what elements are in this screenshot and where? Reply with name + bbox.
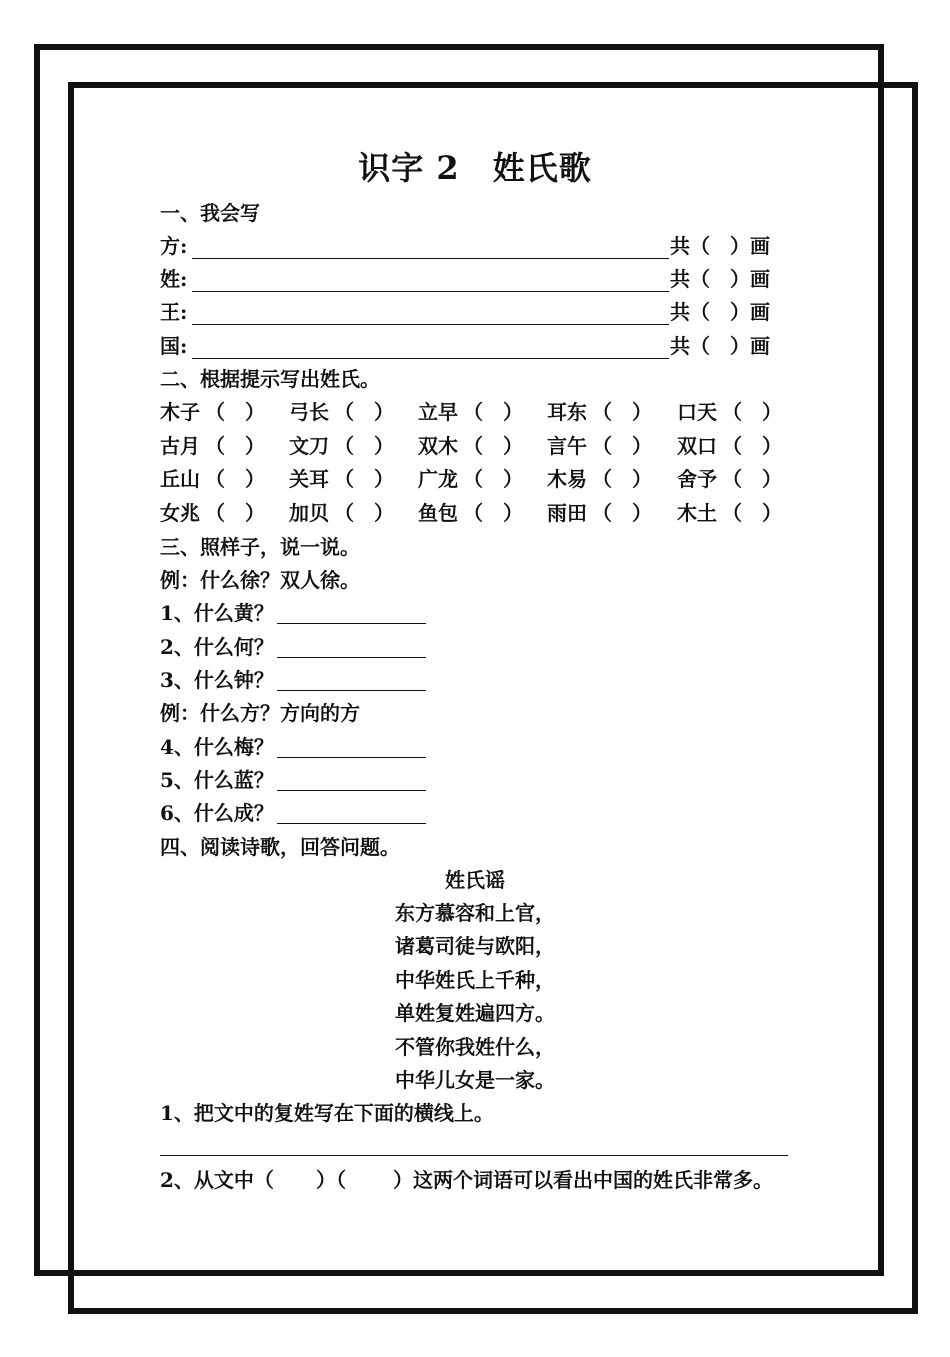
surname-hint: 立早	[418, 400, 458, 424]
surname-answer-blank[interactable]: （ ）	[592, 434, 652, 458]
worksheet-title: 识字 2 姓氏歌	[358, 149, 592, 187]
write-line[interactable]	[192, 291, 669, 292]
answer-line[interactable]	[277, 757, 426, 758]
write-line[interactable]	[192, 358, 669, 359]
poem-line: 不管你我姓什么，	[395, 1035, 555, 1059]
surname-hint: 木易	[547, 467, 587, 491]
stroke-count-label: 共（ ）画	[670, 300, 770, 324]
surname-hint: 古月	[160, 434, 200, 458]
surname-answer-blank[interactable]: （ ）	[334, 501, 394, 525]
answer-line[interactable]	[277, 623, 426, 624]
section1-heading: 一、我会写	[160, 201, 260, 225]
stroke-count-label: 共（ ）画	[670, 267, 770, 291]
example-1: 例：什么徐？双人徐。	[160, 568, 360, 592]
question-2-part-c: ）这两个词语可以看出中国的姓氏非常多。	[393, 1168, 773, 1192]
surname-answer-blank[interactable]: （ ）	[592, 467, 652, 491]
surname-answer-blank[interactable]: （ ）	[334, 400, 394, 424]
surname-hint: 双木	[418, 434, 458, 458]
surname-hint: 双口	[677, 434, 717, 458]
question-item: 5、什么蓝？	[160, 768, 274, 792]
surname-hint: 口天	[677, 400, 717, 424]
poem-line: 单姓复姓遍四方。	[395, 1001, 555, 1025]
section4-heading: 四、阅读诗歌，回答问题。	[160, 835, 400, 859]
surname-answer-blank[interactable]: （ ）	[205, 467, 265, 491]
surname-answer-blank[interactable]: （ ）	[205, 501, 265, 525]
surname-answer-blank[interactable]: （ ）	[463, 467, 523, 491]
surname-answer-blank[interactable]: （ ）	[205, 400, 265, 424]
answer-line[interactable]	[277, 657, 426, 658]
write-line[interactable]	[192, 324, 669, 325]
surname-hint: 鱼包	[418, 501, 458, 525]
surname-hint: 广龙	[418, 467, 458, 491]
surname-hint: 言午	[547, 434, 587, 458]
question-1: 1、把文中的复姓写在下面的横线上。	[160, 1101, 494, 1125]
section3-heading: 三、照样子，说一说。	[160, 535, 360, 559]
surname-answer-blank[interactable]: （ ）	[722, 434, 782, 458]
poem-line: 诸葛司徒与欧阳，	[395, 934, 555, 958]
question-item: 3、什么钟？	[160, 668, 274, 692]
poem-line: 中华儿女是一家。	[395, 1068, 555, 1092]
surname-answer-blank[interactable]: （ ）	[722, 467, 782, 491]
surname-hint: 雨田	[547, 501, 587, 525]
write-row-char: 国:	[160, 334, 188, 358]
surname-hint: 丘山	[160, 467, 200, 491]
question-2-part-a: 2、从文中（	[160, 1168, 274, 1192]
surname-answer-blank[interactable]: （ ）	[592, 501, 652, 525]
question-item: 6、什么成？	[160, 801, 274, 825]
surname-hint: 加贝	[289, 501, 329, 525]
surname-answer-blank[interactable]: （ ）	[205, 434, 265, 458]
surname-answer-blank[interactable]: （ ）	[463, 434, 523, 458]
surname-hint: 木子	[160, 400, 200, 424]
poem-line: 中华姓氏上千种，	[395, 968, 555, 992]
answer-line-full[interactable]	[160, 1155, 788, 1156]
surname-answer-blank[interactable]: （ ）	[463, 400, 523, 424]
surname-hint: 文刀	[289, 434, 329, 458]
section2-heading: 二、根据提示写出姓氏。	[160, 367, 380, 391]
write-line[interactable]	[192, 258, 669, 259]
surname-hint: 关耳	[289, 467, 329, 491]
surname-hint: 舍予	[677, 467, 717, 491]
surname-answer-blank[interactable]: （ ）	[463, 501, 523, 525]
surname-answer-blank[interactable]: （ ）	[334, 434, 394, 458]
stroke-count-label: 共（ ）画	[670, 334, 770, 358]
question-item: 4、什么梅？	[160, 735, 274, 759]
surname-hint: 耳东	[547, 400, 587, 424]
surname-hint: 女兆	[160, 501, 200, 525]
surname-answer-blank[interactable]: （ ）	[334, 467, 394, 491]
answer-line[interactable]	[277, 690, 426, 691]
poem-line: 东方慕容和上官，	[395, 901, 555, 925]
surname-hint: 弓长	[289, 400, 329, 424]
question-item: 2、什么何？	[160, 635, 274, 659]
write-row-char: 方:	[160, 234, 188, 258]
poem-title: 姓氏谣	[445, 868, 505, 892]
answer-line[interactable]	[277, 823, 426, 824]
surname-answer-blank[interactable]: （ ）	[722, 501, 782, 525]
question-item: 1、什么黄？	[160, 601, 274, 625]
answer-line[interactable]	[277, 790, 426, 791]
example-2: 例：什么方？方向的方	[160, 701, 360, 725]
surname-answer-blank[interactable]: （ ）	[592, 400, 652, 424]
surname-hint: 木土	[677, 501, 717, 525]
surname-answer-blank[interactable]: （ ）	[722, 400, 782, 424]
write-row-char: 王:	[160, 300, 188, 324]
stroke-count-label: 共（ ）画	[670, 234, 770, 258]
question-2-part-b: ）（	[316, 1168, 346, 1192]
write-row-char: 姓:	[160, 267, 188, 291]
